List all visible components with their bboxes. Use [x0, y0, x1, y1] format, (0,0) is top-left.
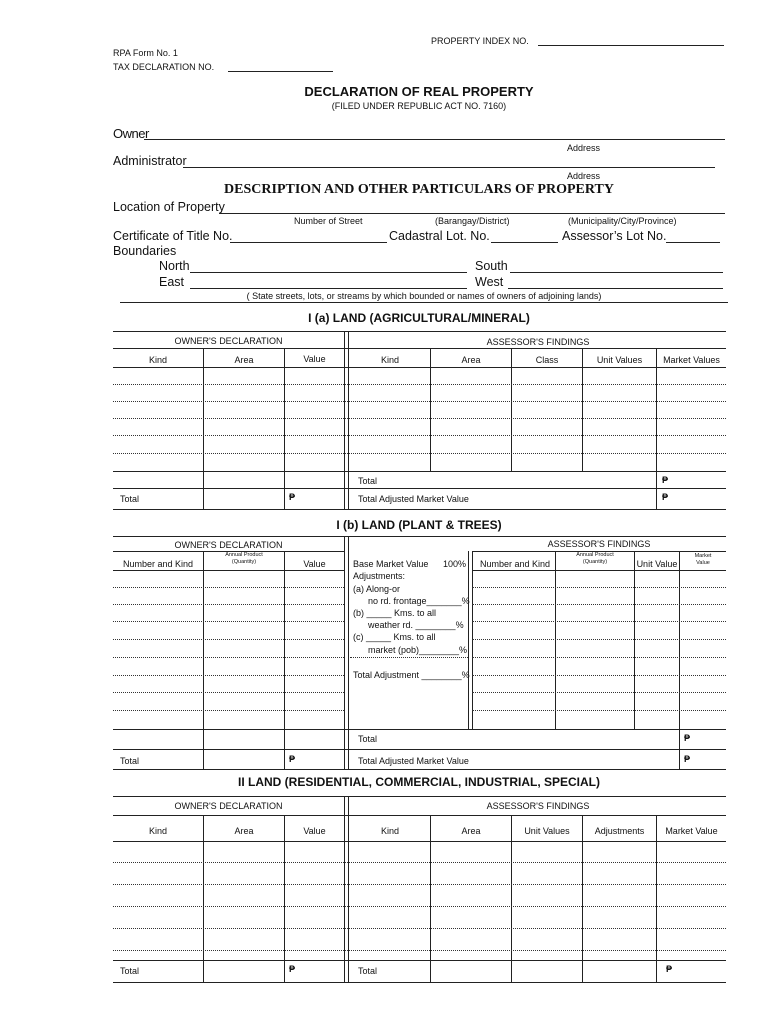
- land-ii-assessors-findings: ASSESSOR'S FINDINGS: [486, 801, 590, 811]
- land-b-row[interactable]: [113, 675, 344, 676]
- land-ii-row[interactable]: [113, 950, 726, 951]
- peso-icon: ₱: [289, 964, 296, 974]
- north-label: North: [159, 259, 190, 273]
- land-b-owners-declaration: OWNER'S DECLARATION: [174, 540, 283, 550]
- description-title: DESCRIPTION AND OTHER PARTICULARS OF PROPERTY: [224, 182, 614, 197]
- land-a-vline-6: [656, 348, 657, 510]
- land-a-col-kind-assessor: Kind: [380, 355, 399, 365]
- adjustment-a-line-2[interactable]: no rd. frontage_______%: [368, 596, 470, 606]
- adjustment-b-line-2[interactable]: weather rd. ________%: [368, 620, 464, 630]
- land-a-bottom-rule: [113, 509, 726, 510]
- east-label: East: [159, 275, 185, 289]
- land-b-row: [113, 729, 726, 730]
- land-b-row[interactable]: [472, 639, 726, 640]
- administrator-address-label: Address: [567, 171, 601, 181]
- land-b-vline-3: [555, 551, 556, 729]
- land-a-vline-1: [203, 348, 204, 510]
- land-ii-col-area: Area: [234, 826, 254, 836]
- assessor-lot-label: Assessor’s Lot No.: [562, 229, 667, 243]
- land-b-row: [113, 749, 726, 750]
- land-ii-col-kind: Kind: [148, 826, 167, 836]
- west-label: West: [475, 275, 504, 289]
- land-b-row[interactable]: [472, 692, 726, 693]
- land-b-row[interactable]: [472, 621, 726, 622]
- land-ii-bottom-rule: [113, 982, 726, 983]
- property-index-field[interactable]: [538, 45, 724, 46]
- barangay-label: (Barangay/District): [435, 216, 510, 226]
- land-b-col-market-value: Value: [696, 560, 710, 566]
- west-field[interactable]: [508, 288, 723, 289]
- land-ii-col-adjustments: Adjustments: [594, 826, 645, 836]
- form-title: DECLARATION OF REAL PROPERTY: [304, 84, 534, 99]
- land-b-col-number-kind-assessor: Number and Kind: [479, 559, 551, 569]
- cadastral-field[interactable]: [491, 242, 558, 243]
- adjustment-c-line-2[interactable]: market (pob)________%: [368, 645, 468, 655]
- south-label: South: [475, 259, 508, 273]
- land-ii-row[interactable]: [113, 906, 726, 907]
- location-field[interactable]: [219, 213, 725, 214]
- adjustment-c-line-1[interactable]: (c) _____ Kms. to all: [353, 632, 436, 642]
- land-b-col-market: Market: [694, 553, 712, 559]
- land-b-vline-1: [203, 551, 204, 770]
- land-a-col-class: Class: [535, 355, 559, 365]
- land-a-col-market-values: Market Values: [663, 355, 720, 365]
- land-a-row: [113, 367, 726, 368]
- land-a-title: I (a) LAND (AGRICULTURAL/MINERAL): [308, 311, 530, 325]
- south-field[interactable]: [510, 272, 723, 273]
- peso-icon: ₱: [662, 492, 669, 502]
- land-a-top-rule: [113, 331, 726, 332]
- administrator-label: Administrator: [113, 154, 187, 168]
- land-ii-col-market-value: Market Value: [665, 826, 718, 836]
- land-ii-col-unit-values: Unit Values: [524, 826, 570, 836]
- land-a-row[interactable]: [113, 435, 726, 436]
- property-index-label: PROPERTY INDEX NO.: [431, 36, 529, 46]
- base-market-value-pct: 100%: [443, 559, 467, 569]
- land-a-owners-declaration: OWNER'S DECLARATION: [174, 336, 283, 346]
- land-b-row[interactable]: [113, 604, 344, 605]
- form-number: RPA Form No. 1: [113, 48, 178, 58]
- land-ii-row[interactable]: [113, 862, 726, 863]
- land-a-col-unit-values: Unit Values: [596, 355, 643, 365]
- land-b-row[interactable]: [472, 657, 726, 658]
- land-a-total-adjusted: Total Adjusted Market Value: [358, 494, 469, 504]
- land-ii-subhead-rule: [113, 815, 726, 816]
- land-b-row[interactable]: [472, 675, 726, 676]
- land-b-total-assessor: Total: [358, 734, 378, 744]
- land-b-row: [113, 570, 344, 571]
- land-a-row: [113, 488, 726, 489]
- land-b-row[interactable]: [472, 710, 726, 711]
- adjustments-label: Adjustments:: [353, 571, 406, 581]
- land-b-row: [350, 657, 468, 658]
- north-field[interactable]: [190, 272, 467, 273]
- land-b-vline-2: [284, 551, 285, 770]
- municipality-label: (Municipality/City/Province): [568, 216, 677, 226]
- land-b-row[interactable]: [113, 710, 344, 711]
- land-b-row: [472, 570, 726, 571]
- land-ii-total-owner: Total: [120, 966, 140, 976]
- form-subtitle: (FILED UNDER REPUBLIC ACT NO. 7160): [331, 101, 507, 111]
- peso-icon: ₱: [662, 475, 669, 485]
- land-b-row[interactable]: [113, 639, 344, 640]
- land-b-row[interactable]: [113, 587, 344, 588]
- land-b-row[interactable]: [113, 657, 344, 658]
- land-a-col-area-assessor: Area: [461, 355, 481, 365]
- peso-icon: ₱: [289, 754, 296, 764]
- land-ii-title: II LAND (RESIDENTIAL, COMMERCIAL, INDUSTRIAL, SPECIAL): [238, 775, 600, 789]
- certificate-label: Certificate of Title No.: [113, 229, 233, 243]
- owner-address-label: Address: [567, 143, 601, 153]
- land-b-row[interactable]: [113, 621, 344, 622]
- land-a-col-value: Value: [303, 354, 326, 364]
- land-ii-divider: [344, 796, 349, 983]
- assessor-lot-field[interactable]: [666, 242, 720, 243]
- owner-label: Owner: [113, 126, 149, 141]
- boundaries-label: Boundaries: [113, 244, 177, 258]
- boundary-note: ( State streets, lots, or streams by which bounded or names of owners of adjoining lands): [246, 291, 602, 301]
- land-b-col-annual-product-assessor: Annual Product: [576, 552, 614, 558]
- land-b-top-rule: [113, 536, 726, 537]
- land-a-col-area: Area: [234, 355, 254, 365]
- land-b-total-owner: Total: [120, 756, 140, 766]
- land-ii-row[interactable]: [113, 884, 726, 885]
- land-ii-col-area-assessor: Area: [461, 826, 481, 836]
- tax-declaration-field[interactable]: [228, 71, 333, 72]
- land-ii-owners-declaration: OWNER'S DECLARATION: [174, 801, 283, 811]
- land-b-assessors-findings: ASSESSOR'S FINDINGS: [547, 539, 651, 549]
- land-b-col-quantity: (Quantity): [231, 559, 257, 565]
- land-a-subhead-rule: [113, 348, 726, 349]
- location-label: Location of Property: [113, 200, 225, 214]
- land-b-row[interactable]: [472, 587, 726, 588]
- land-ii-col-value: Value: [303, 826, 326, 836]
- land-b-col-quantity-assessor: (Quantity): [582, 559, 608, 565]
- land-a-assessors-findings: ASSESSOR'S FINDINGS: [486, 337, 590, 347]
- land-ii-row: [113, 841, 726, 842]
- land-b-col-value: Value: [303, 559, 326, 569]
- land-b-divider-1: [344, 536, 349, 770]
- land-a-row[interactable]: [113, 384, 726, 385]
- adjustment-b-line-1[interactable]: (b) _____ Kms. to all: [353, 608, 437, 618]
- land-ii-top-rule: [113, 796, 726, 797]
- land-b-col-annual-product: Annual Product: [225, 552, 263, 558]
- east-field[interactable]: [190, 288, 467, 289]
- land-b-row[interactable]: [113, 692, 344, 693]
- tax-declaration-label: TAX DECLARATION NO.: [113, 62, 215, 72]
- land-b-vline-5: [679, 551, 680, 770]
- land-b-total-adjusted: Total Adjusted Market Value: [358, 756, 469, 766]
- land-a-row: [113, 471, 726, 472]
- number-street-label: Number of Street: [294, 216, 363, 226]
- land-b-col-number-kind: Number and Kind: [122, 559, 194, 569]
- peso-icon: ₱: [666, 964, 673, 974]
- land-a-row[interactable]: [113, 418, 726, 419]
- land-a-total-assessor: Total: [358, 476, 378, 486]
- certificate-field[interactable]: [230, 242, 387, 243]
- land-a-row[interactable]: [113, 453, 726, 454]
- land-b-divider-2: [468, 551, 473, 729]
- land-ii-col-kind-assessor: Kind: [380, 826, 399, 836]
- peso-icon: ₱: [684, 754, 691, 764]
- land-a-col-kind: Kind: [148, 355, 167, 365]
- land-a-total-owner: Total: [120, 494, 140, 504]
- peso-icon: ₱: [289, 492, 296, 502]
- land-a-divider: [344, 331, 349, 510]
- land-b-col-unit-value: Unit Value: [636, 559, 678, 569]
- land-b-row[interactable]: [472, 604, 726, 605]
- land-a-row[interactable]: [113, 401, 726, 402]
- land-b-vline-4: [634, 551, 635, 729]
- base-market-value-label: Base Market Value: [353, 559, 429, 569]
- boundary-divider: [120, 302, 728, 303]
- land-a-vline-2: [284, 348, 285, 510]
- adjustment-a-line-1[interactable]: (a) Along-or: [353, 584, 401, 594]
- cadastral-label: Cadastral Lot. No.: [389, 229, 490, 243]
- total-adjustment-label[interactable]: Total Adjustment ________%: [353, 670, 470, 680]
- peso-icon: ₱: [684, 733, 691, 743]
- land-ii-row: [113, 960, 726, 961]
- land-ii-total-assessor: Total: [358, 966, 378, 976]
- land-ii-row[interactable]: [113, 928, 726, 929]
- land-b-bottom-rule: [113, 769, 726, 770]
- land-b-title: I (b) LAND (PLANT & TREES): [336, 518, 502, 532]
- administrator-field[interactable]: [183, 167, 715, 168]
- owner-field[interactable]: [144, 139, 725, 140]
